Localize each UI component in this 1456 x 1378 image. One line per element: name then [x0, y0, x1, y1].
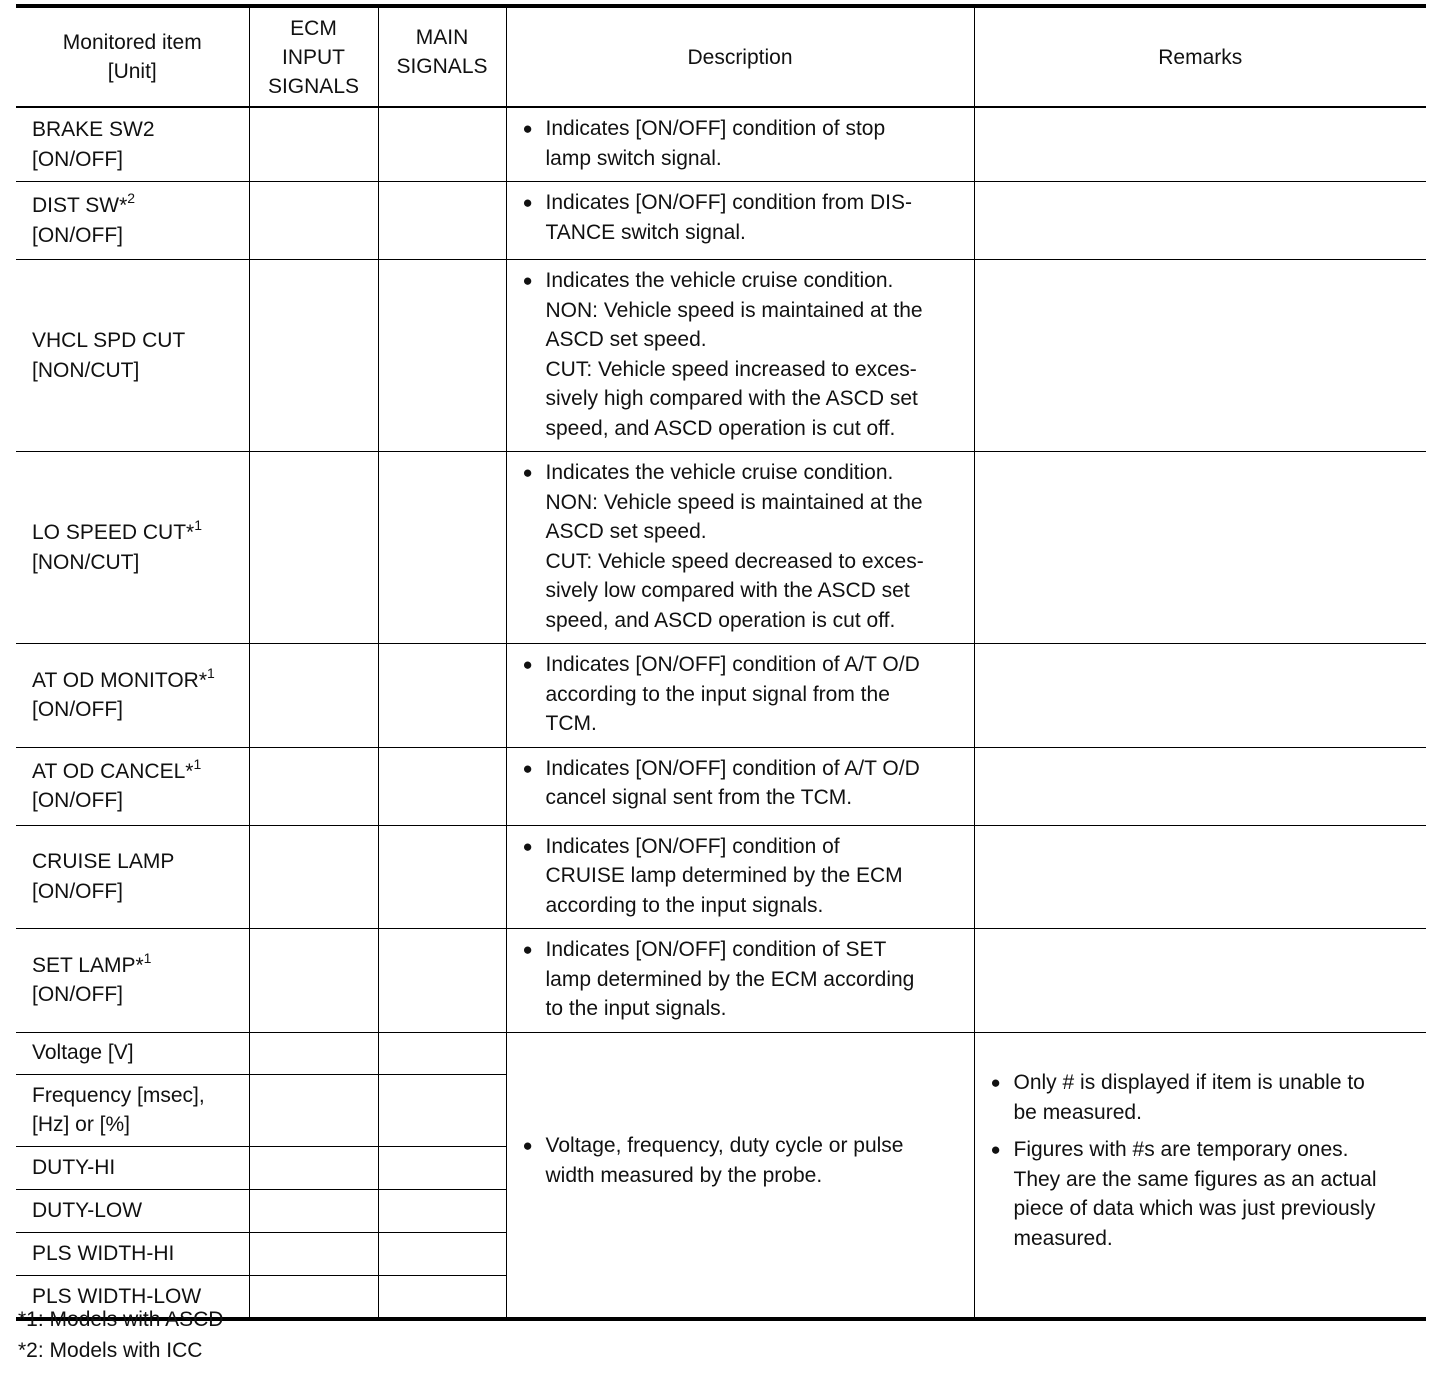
desc-line: according to the input signal from the [545, 682, 890, 706]
item-cell [16, 747, 249, 825]
item-name: Frequency [msec], [32, 1083, 205, 1107]
main-signals-cell [378, 1189, 506, 1232]
table-row [16, 107, 1426, 182]
main-signals-cell [378, 452, 506, 644]
desc-line: CUT: Vehicle speed decreased to exces- [545, 549, 924, 573]
main-signals-cell [378, 644, 506, 748]
main-signals-cell [378, 1275, 506, 1319]
remark-line: piece of data which was just previously [1013, 1197, 1376, 1221]
header-item-line1: Monitored item [62, 31, 202, 54]
monitor-item-table [16, 4, 1426, 1321]
description-cell [506, 260, 974, 452]
ecm-input-cell [249, 1275, 378, 1319]
measure-remarks-cell [974, 1032, 1426, 1319]
main-signals-cell [378, 260, 506, 452]
remarks-cell [974, 260, 1426, 452]
header-main-line1: MAIN [415, 26, 469, 49]
remark-line: Only # is displayed if item is unable to [1013, 1071, 1365, 1095]
header-description: Description [506, 6, 974, 107]
ecm-input-cell [249, 107, 378, 182]
item-unit: [ON/OFF] [32, 879, 123, 903]
desc-line: Indicates [ON/OFF] condition of [545, 834, 840, 858]
bullet-icon: ● [990, 1073, 1001, 1093]
bullet-icon: ● [522, 758, 533, 778]
item-name: VHCL SPD CUT [32, 329, 186, 352]
table-row [16, 747, 1426, 825]
remarks-cell [974, 747, 1426, 825]
header-main-line2: SIGNALS [396, 55, 488, 78]
desc-line: CRUISE lamp determined by the ECM [545, 864, 903, 887]
item-name: SET LAMP* [32, 953, 144, 977]
ecm-input-cell [249, 1032, 378, 1074]
desc-line: Indicates the vehicle cruise condition. [545, 461, 894, 484]
bullet-icon: ● [522, 463, 533, 482]
main-signals-cell [378, 929, 506, 1033]
item-cell [16, 452, 249, 644]
ecm-input-cell [249, 644, 378, 748]
ecm-input-cell [249, 452, 378, 644]
remarks-cell [974, 929, 1426, 1033]
desc-line: speed, and ASCD operation is cut off. [545, 608, 896, 632]
item-unit: [ON/OFF] [32, 223, 123, 247]
item-unit: [Hz] or [%] [32, 1113, 131, 1136]
item-name: PLS WIDTH-LOW [32, 1284, 202, 1308]
desc-line: Voltage, frequency, duty cycle or pulse [545, 1134, 904, 1158]
header-main-signals [378, 6, 506, 107]
remarks-cell [974, 107, 1426, 182]
footnote-ref: 2 [127, 190, 136, 206]
desc-line: Indicates [ON/OFF] condition of stop [545, 117, 886, 140]
desc-line: Indicates [ON/OFF] condition from DIS- [545, 191, 912, 214]
ecm-input-cell [249, 1232, 378, 1275]
item-cell [16, 260, 249, 452]
table-header-row [16, 6, 1426, 107]
item-name: CRUISE LAMP [32, 850, 175, 874]
desc-line: speed, and ASCD operation is cut off. [545, 416, 896, 440]
footnote-ref: 1 [207, 664, 215, 681]
main-signals-cell [378, 1146, 506, 1189]
description-cell [506, 452, 974, 644]
description-cell [506, 929, 974, 1033]
ecm-input-cell [249, 929, 378, 1033]
item-name: DIST SW* [32, 194, 128, 217]
description-cell [506, 107, 974, 182]
remark-line: measured. [1013, 1226, 1113, 1250]
ecm-input-cell [249, 747, 378, 825]
bullet-icon: ● [522, 271, 533, 290]
main-signals-cell [378, 747, 506, 825]
bullet-icon: ● [522, 655, 533, 674]
bullet-icon: ● [522, 836, 533, 856]
desc-line: TANCE switch signal. [545, 220, 746, 244]
footnote-2: *2: Models with ICC [18, 1339, 203, 1362]
item-cell [16, 644, 249, 748]
ecm-input-cell [249, 1074, 378, 1146]
desc-line: TCM. [545, 712, 597, 735]
remark-line: Figures with #s are temporary ones. [1013, 1138, 1349, 1162]
item-cell [16, 1032, 249, 1074]
item-cell [16, 182, 249, 260]
desc-line: according to the input signals. [545, 893, 824, 917]
item-name: PLS WIDTH-HI [32, 1241, 175, 1265]
header-ecm-line1: ECM [290, 16, 337, 40]
remarks-cell [974, 182, 1426, 260]
header-ecm-line2: INPUT [282, 45, 345, 69]
bullet-icon: ● [522, 940, 533, 959]
desc-line: CUT: Vehicle speed increased to exces- [545, 357, 917, 381]
header-ecm-input-signals [249, 6, 378, 107]
desc-line: Indicates [ON/OFF] condition of SET [545, 938, 887, 961]
main-signals-cell [378, 107, 506, 182]
ecm-input-cell [249, 1189, 378, 1232]
header-remarks: Remarks [974, 6, 1426, 107]
main-signals-cell [378, 1074, 506, 1146]
item-name: Voltage [V] [32, 1041, 134, 1065]
bullet-icon: ● [522, 193, 533, 212]
description-cell [506, 747, 974, 825]
table-row [16, 260, 1426, 452]
desc-line: Indicates the vehicle cruise condition. [545, 269, 894, 292]
desc-line: ASCD set speed. [545, 520, 707, 543]
desc-line: NON: Vehicle speed is maintained at the [545, 490, 923, 514]
item-name: AT OD MONITOR* [32, 668, 208, 692]
main-signals-cell [378, 182, 506, 260]
desc-line: ASCD set speed. [545, 328, 707, 351]
item-cell [16, 825, 249, 929]
remark-line: be measured. [1013, 1100, 1142, 1124]
table-row [16, 825, 1426, 929]
footnote-1: *1: Models with ASCD [18, 1308, 224, 1331]
item-unit: [ON/OFF] [32, 789, 123, 812]
ecm-input-cell [249, 260, 378, 452]
bullet-icon: ● [522, 119, 533, 138]
footnote-ref: 1 [194, 517, 203, 533]
table-row [16, 929, 1426, 1033]
item-cell [16, 1074, 249, 1146]
item-cell [16, 107, 249, 182]
bullet-icon: ● [990, 1140, 1001, 1160]
desc-line: cancel signal sent from the TCM. [545, 786, 853, 809]
description-cell [506, 644, 974, 748]
ecm-input-cell [249, 825, 378, 929]
item-name: DUTY-HI [32, 1155, 116, 1179]
desc-line: sively low compared with the ASCD set [545, 579, 910, 602]
item-cell [16, 1189, 249, 1232]
description-cell [506, 825, 974, 929]
item-cell [16, 929, 249, 1033]
table-row [16, 644, 1426, 748]
desc-line: lamp switch signal. [545, 146, 722, 170]
item-unit: [ON/OFF] [32, 147, 123, 171]
table-row [16, 182, 1426, 260]
item-name: LO SPEED CUT* [32, 521, 195, 544]
item-unit: [NON/CUT] [32, 358, 140, 382]
footnote-ref: 1 [143, 949, 152, 966]
item-name: DUTY-LOW [32, 1198, 143, 1222]
ecm-input-cell [249, 1146, 378, 1189]
item-cell [16, 1232, 249, 1275]
description-cell [506, 182, 974, 260]
desc-line: Indicates [ON/OFF] condition of A/T O/D [545, 653, 920, 676]
main-signals-cell [378, 1032, 506, 1074]
footnote-ref: 1 [193, 755, 202, 772]
item-name: BRAKE SW2 [32, 118, 155, 141]
remarks-cell [974, 825, 1426, 929]
desc-line: to the input signals. [545, 997, 727, 1020]
desc-line: lamp determined by the ECM according [545, 967, 915, 991]
item-name: AT OD CANCEL* [32, 759, 194, 783]
desc-line: NON: Vehicle speed is maintained at the [545, 298, 923, 322]
header-ecm-line3: SIGNALS [267, 74, 360, 98]
measure-description-cell [506, 1032, 974, 1319]
desc-line: width measured by the probe. [545, 1163, 823, 1187]
table-row [16, 1032, 1426, 1074]
header-item-line2: [Unit] [107, 60, 157, 83]
desc-line: sively high compared with the ASCD set [545, 387, 918, 410]
header-monitored-item [16, 6, 249, 107]
item-unit: [ON/OFF] [32, 983, 123, 1007]
item-unit: [NON/CUT] [32, 550, 140, 574]
remarks-cell [974, 452, 1426, 644]
table-row [16, 452, 1426, 644]
remarks-cell [974, 644, 1426, 748]
desc-line: Indicates [ON/OFF] condition of A/T O/D [545, 756, 920, 780]
ecm-input-cell [249, 182, 378, 260]
main-signals-cell [378, 1232, 506, 1275]
main-signals-cell [378, 825, 506, 929]
remark-line: They are the same figures as an actual [1013, 1167, 1377, 1191]
bullet-icon: ● [522, 1136, 533, 1156]
item-cell [16, 1146, 249, 1189]
item-unit: [ON/OFF] [32, 698, 123, 722]
